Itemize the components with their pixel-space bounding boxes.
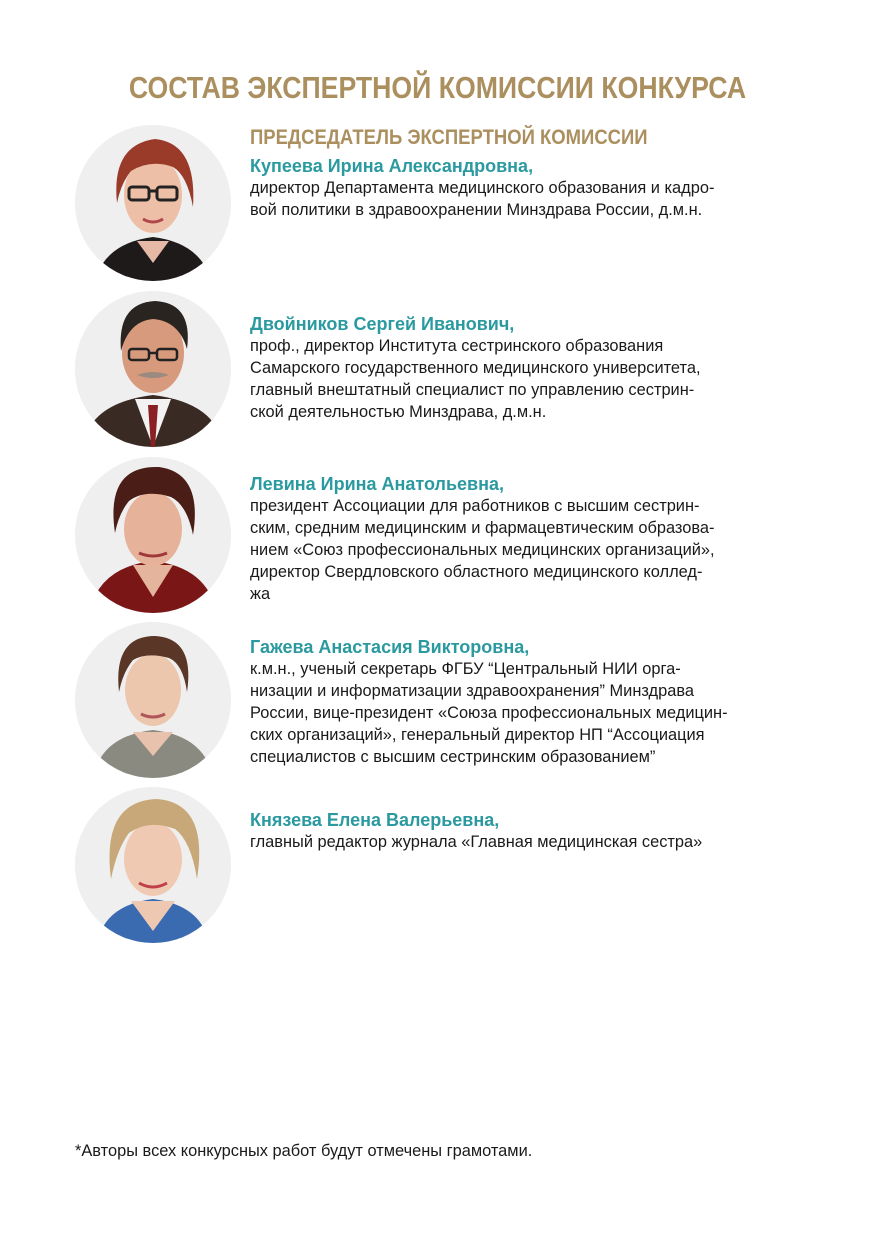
member-description: к.м.н., ученый секретарь ФГБУ “Центральный НИИ орга- низации и информатизации здравоохранения” Минздрава России, вице-президент «Союза профессиональных медицин- ских организаций», генеральный директор НП “Ассоциация специалистов с высшим сестринским образованием” <box>250 660 728 766</box>
chair-role-heading: ПРЕДСЕДАТЕЛЬ ЭКСПЕРТНОЙ КОМИССИИ <box>250 126 648 149</box>
footnote: *Авторы всех конкурсных работ будут отмечены грамотами. <box>75 1142 533 1160</box>
portrait-photo <box>75 291 231 447</box>
member-name: Гажева Анастасия Викторовна, <box>250 637 530 657</box>
portrait-photo <box>75 457 231 613</box>
member-name: Князева Елена Валерьевна, <box>250 810 500 830</box>
portrait-photo <box>75 622 231 778</box>
member-name: Двойников Сергей Иванович, <box>250 314 515 334</box>
member-description: проф., директор Института сестринского образования Самарского государственного медицинского университета, главный внештатный специалист по управлению сестрин- ской деятельностью Минздрава, д.м.н. <box>250 337 701 421</box>
portrait-photo <box>75 125 231 281</box>
portrait-photo <box>75 787 231 943</box>
member-description: главный редактор журнала «Главная медицинская сестра» <box>250 833 703 851</box>
member-description: президент Ассоциации для работников с высшим сестрин- ским, средним медицинским и фармацевтическим образова- нием «Союз профессиональных медицинских организаций», директор Свердловского областного медицинского коллед- жа <box>250 497 715 603</box>
member-name: Купеева Ирина Александровна, <box>250 156 534 176</box>
member-name: Левина Ирина Анатольевна, <box>250 474 505 494</box>
page-title: СОСТАВ ЭКСПЕРТНОЙ КОМИССИИ КОНКУРСА <box>128 70 747 105</box>
member-description: директор Департамента медицинского образования и кадро- вой политики в здравоохранении Минздрава России, д.м.н. <box>250 179 715 219</box>
